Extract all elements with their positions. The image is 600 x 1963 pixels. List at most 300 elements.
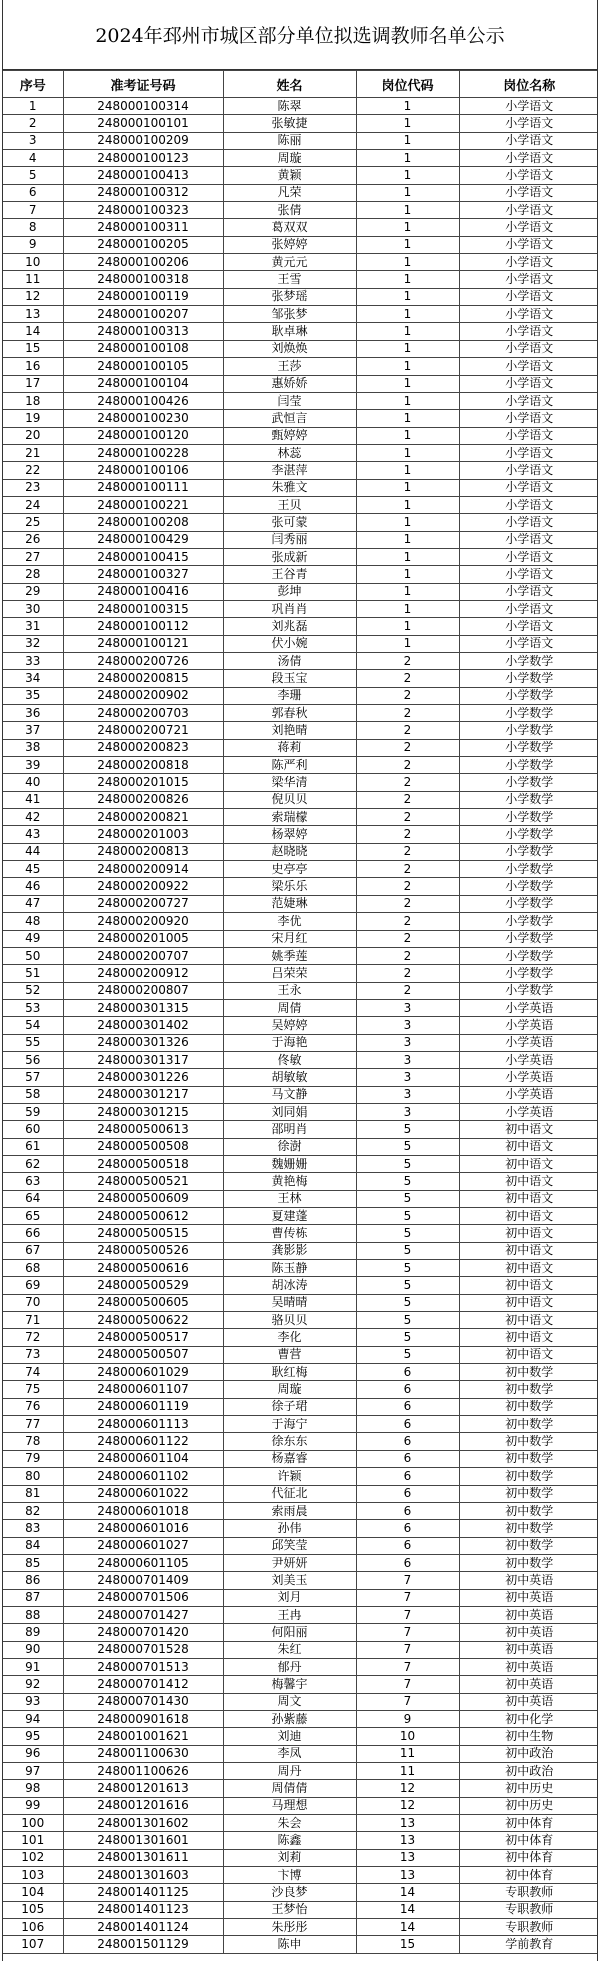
- table-row: [3, 1919, 598, 1936]
- post-name-cell: 专职教师: [459, 1919, 598, 1936]
- serial-cell: 2: [3, 115, 63, 132]
- name-cell: 夏建蓬: [223, 1208, 356, 1225]
- exam-number-cell: 248000701412: [63, 1676, 223, 1693]
- post-name-cell: 初中生物: [459, 1728, 598, 1745]
- post-code-cell: 6: [356, 1520, 459, 1537]
- post-code-cell: 1: [356, 132, 459, 149]
- exam-number-cell: 248000301226: [63, 1069, 223, 1086]
- serial-cell: 87: [3, 1589, 63, 1606]
- serial-cell: 74: [3, 1364, 63, 1381]
- post-code-cell: 3: [356, 1034, 459, 1051]
- serial-cell: 53: [3, 999, 63, 1016]
- serial-cell: 17: [3, 375, 63, 392]
- table-row: [3, 1121, 598, 1138]
- serial-cell: 3: [3, 132, 63, 149]
- exam-number-cell: 248000500609: [63, 1190, 223, 1207]
- table-row: [3, 1849, 598, 1866]
- exam-number-cell: 248000701420: [63, 1624, 223, 1641]
- post-name-cell: 小学数学: [459, 965, 598, 982]
- document-title: 2024年邳州市城区部分单位拟选调教师名单公示: [3, 0, 597, 70]
- name-cell: 张成新: [223, 548, 356, 565]
- name-cell: 刘焕焕: [223, 340, 356, 357]
- exam-number-cell: 248000601102: [63, 1468, 223, 1485]
- post-name-cell: 初中英语: [459, 1624, 598, 1641]
- table-row: [3, 826, 598, 843]
- serial-cell: 29: [3, 583, 63, 600]
- post-name-cell: 小学语文: [459, 583, 598, 600]
- header-name: 姓名: [223, 71, 356, 98]
- post-code-cell: 14: [356, 1901, 459, 1918]
- table-row: [3, 1450, 598, 1467]
- exam-number-cell: 248001501129: [63, 1936, 223, 1953]
- post-code-cell: 13: [356, 1832, 459, 1849]
- exam-number-cell: 248000500529: [63, 1277, 223, 1294]
- exam-number-cell: 248000701409: [63, 1572, 223, 1589]
- name-cell: 索瑞檬: [223, 809, 356, 826]
- post-code-cell: 1: [356, 548, 459, 565]
- exam-number-cell: 248000500526: [63, 1242, 223, 1259]
- post-code-cell: 5: [356, 1138, 459, 1155]
- post-code-cell: 6: [356, 1364, 459, 1381]
- serial-cell: 19: [3, 410, 63, 427]
- post-name-cell: 初中体育: [459, 1849, 598, 1866]
- table-row: [3, 167, 598, 184]
- serial-cell: 55: [3, 1034, 63, 1051]
- post-code-cell: 7: [356, 1624, 459, 1641]
- exam-number-cell: 248000601016: [63, 1520, 223, 1537]
- exam-number-cell: 248000500616: [63, 1260, 223, 1277]
- table-row: [3, 566, 598, 583]
- post-name-cell: 小学语文: [459, 202, 598, 219]
- serial-cell: 52: [3, 982, 63, 999]
- name-cell: 沙良梦: [223, 1884, 356, 1901]
- exam-number-cell: 248000500507: [63, 1346, 223, 1363]
- name-cell: 耿卓琳: [223, 323, 356, 340]
- post-code-cell: 2: [356, 982, 459, 999]
- post-name-cell: 初中政治: [459, 1745, 598, 1762]
- exam-number-cell: 248000100318: [63, 271, 223, 288]
- exam-number-cell: 248000200813: [63, 843, 223, 860]
- post-name-cell: 初中数学: [459, 1537, 598, 1554]
- post-name-cell: 小学数学: [459, 947, 598, 964]
- post-code-cell: 1: [356, 566, 459, 583]
- serial-cell: 30: [3, 600, 63, 617]
- post-code-cell: 3: [356, 1051, 459, 1068]
- serial-cell: 98: [3, 1780, 63, 1797]
- name-cell: 陈鑫: [223, 1832, 356, 1849]
- serial-cell: 22: [3, 462, 63, 479]
- name-cell: 邹张梦: [223, 306, 356, 323]
- serial-cell: 86: [3, 1572, 63, 1589]
- exam-number-cell: 248000100106: [63, 462, 223, 479]
- roster-body: [3, 98, 598, 1954]
- post-name-cell: 小学语文: [459, 479, 598, 496]
- table-row: [3, 548, 598, 565]
- table-row: [3, 271, 598, 288]
- name-cell: 马理想: [223, 1797, 356, 1814]
- serial-cell: 67: [3, 1242, 63, 1259]
- post-code-cell: 5: [356, 1346, 459, 1363]
- serial-cell: 23: [3, 479, 63, 496]
- serial-cell: 42: [3, 809, 63, 826]
- post-name-cell: 学前教育: [459, 1936, 598, 1953]
- post-name-cell: 小学语文: [459, 150, 598, 167]
- post-code-cell: 1: [356, 600, 459, 617]
- serial-cell: 107: [3, 1936, 63, 1953]
- name-cell: 周丹: [223, 1763, 356, 1780]
- post-code-cell: 6: [356, 1450, 459, 1467]
- post-name-cell: 小学语文: [459, 323, 598, 340]
- name-cell: 朱彤彤: [223, 1919, 356, 1936]
- post-name-cell: 小学数学: [459, 791, 598, 808]
- name-cell: 刘美玉: [223, 1572, 356, 1589]
- post-code-cell: 1: [356, 479, 459, 496]
- name-cell: 李凤: [223, 1745, 356, 1762]
- exam-number-cell: 248000601027: [63, 1537, 223, 1554]
- table-row: [3, 236, 598, 253]
- post-name-cell: 小学数学: [459, 670, 598, 687]
- post-code-cell: 2: [356, 739, 459, 756]
- table-row: [3, 1606, 598, 1623]
- post-code-cell: 1: [356, 496, 459, 513]
- exam-number-cell: 248000701430: [63, 1693, 223, 1710]
- post-code-cell: 1: [356, 462, 459, 479]
- serial-cell: 39: [3, 757, 63, 774]
- name-cell: 刘艳晴: [223, 722, 356, 739]
- post-code-cell: 6: [356, 1537, 459, 1554]
- name-cell: 徐澍: [223, 1138, 356, 1155]
- post-name-cell: 小学数学: [459, 861, 598, 878]
- name-cell: 陈丽: [223, 132, 356, 149]
- post-name-cell: 初中语文: [459, 1225, 598, 1242]
- exam-number-cell: 248001301601: [63, 1832, 223, 1849]
- post-name-cell: 小学语文: [459, 219, 598, 236]
- post-name-cell: 小学英语: [459, 1086, 598, 1103]
- serial-cell: 91: [3, 1658, 63, 1675]
- serial-cell: 11: [3, 271, 63, 288]
- serial-cell: 79: [3, 1450, 63, 1467]
- exam-number-cell: 248000100221: [63, 496, 223, 513]
- table-row: [3, 1780, 598, 1797]
- serial-cell: 49: [3, 930, 63, 947]
- serial-cell: 32: [3, 635, 63, 652]
- serial-cell: 51: [3, 965, 63, 982]
- name-cell: 闫莹: [223, 392, 356, 409]
- name-cell: 杨嘉睿: [223, 1450, 356, 1467]
- post-code-cell: 2: [356, 947, 459, 964]
- name-cell: 宋月红: [223, 930, 356, 947]
- post-code-cell: 2: [356, 843, 459, 860]
- exam-number-cell: 248000100206: [63, 254, 223, 271]
- name-cell: 吕荣荣: [223, 965, 356, 982]
- post-code-cell: 13: [356, 1849, 459, 1866]
- table-row: [3, 583, 598, 600]
- name-cell: 刘同娟: [223, 1103, 356, 1120]
- serial-cell: 48: [3, 913, 63, 930]
- serial-cell: 37: [3, 722, 63, 739]
- post-name-cell: 初中数学: [459, 1450, 598, 1467]
- serial-cell: 100: [3, 1815, 63, 1832]
- serial-cell: 66: [3, 1225, 63, 1242]
- exam-number-cell: 248000500612: [63, 1208, 223, 1225]
- name-cell: 龚影影: [223, 1242, 356, 1259]
- serial-cell: 104: [3, 1884, 63, 1901]
- post-code-cell: 2: [356, 774, 459, 791]
- name-cell: 徐子珺: [223, 1398, 356, 1415]
- post-name-cell: 初中数学: [459, 1381, 598, 1398]
- exam-number-cell: 248000301315: [63, 999, 223, 1016]
- name-cell: 王永: [223, 982, 356, 999]
- post-code-cell: 13: [356, 1867, 459, 1884]
- exam-number-cell: 248000601113: [63, 1416, 223, 1433]
- post-name-cell: 小学数学: [459, 895, 598, 912]
- serial-cell: 85: [3, 1554, 63, 1571]
- name-cell: 刘莉: [223, 1849, 356, 1866]
- post-name-cell: 小学语文: [459, 236, 598, 253]
- table-row: [3, 930, 598, 947]
- table-row: [3, 1832, 598, 1849]
- name-cell: 黄元元: [223, 254, 356, 271]
- exam-number-cell: 248000100119: [63, 288, 223, 305]
- post-name-cell: 初中体育: [459, 1815, 598, 1832]
- header-serial: 序号: [3, 71, 63, 98]
- post-name-cell: 初中英语: [459, 1572, 598, 1589]
- serial-cell: 36: [3, 705, 63, 722]
- post-code-cell: 6: [356, 1502, 459, 1519]
- post-name-cell: 初中数学: [459, 1433, 598, 1450]
- serial-cell: 83: [3, 1520, 63, 1537]
- exam-number-cell: 248000500517: [63, 1329, 223, 1346]
- serial-cell: 31: [3, 618, 63, 635]
- serial-cell: 62: [3, 1155, 63, 1172]
- table-row: [3, 1017, 598, 1034]
- exam-number-cell: 248000200703: [63, 705, 223, 722]
- post-code-cell: 12: [356, 1797, 459, 1814]
- post-code-cell: 1: [356, 618, 459, 635]
- serial-cell: 78: [3, 1433, 63, 1450]
- serial-cell: 61: [3, 1138, 63, 1155]
- post-code-cell: 9: [356, 1710, 459, 1727]
- table-row: [3, 618, 598, 635]
- post-code-cell: 1: [356, 375, 459, 392]
- post-name-cell: 初中语文: [459, 1312, 598, 1329]
- post-name-cell: 初中语文: [459, 1329, 598, 1346]
- table-row: [3, 1485, 598, 1502]
- table-row: [3, 774, 598, 791]
- post-code-cell: 7: [356, 1572, 459, 1589]
- table-row: [3, 982, 598, 999]
- post-name-cell: 小学英语: [459, 1069, 598, 1086]
- serial-cell: 106: [3, 1919, 63, 1936]
- post-name-cell: 初中语文: [459, 1138, 598, 1155]
- exam-number-cell: 248000200727: [63, 895, 223, 912]
- serial-cell: 70: [3, 1294, 63, 1311]
- exam-number-cell: 248000100108: [63, 340, 223, 357]
- post-name-cell: 小学语文: [459, 340, 598, 357]
- post-code-cell: 2: [356, 913, 459, 930]
- table-row: [3, 531, 598, 548]
- table-row: [3, 1554, 598, 1571]
- table-row: [3, 1069, 598, 1086]
- post-code-cell: 14: [356, 1919, 459, 1936]
- post-name-cell: 小学语文: [459, 184, 598, 201]
- post-code-cell: 1: [356, 115, 459, 132]
- table-row: [3, 1260, 598, 1277]
- post-name-cell: 小学语文: [459, 375, 598, 392]
- table-row: [3, 843, 598, 860]
- exam-number-cell: 248000701513: [63, 1658, 223, 1675]
- exam-number-cell: 248000500613: [63, 1121, 223, 1138]
- name-cell: 陈玉静: [223, 1260, 356, 1277]
- table-row: [3, 1433, 598, 1450]
- exam-number-cell: 248001401124: [63, 1919, 223, 1936]
- post-name-cell: 小学英语: [459, 1051, 598, 1068]
- post-name-cell: 小学语文: [459, 514, 598, 531]
- exam-number-cell: 248001301603: [63, 1867, 223, 1884]
- post-code-cell: 7: [356, 1641, 459, 1658]
- serial-cell: 69: [3, 1277, 63, 1294]
- name-cell: 陈翠: [223, 98, 356, 115]
- post-name-cell: 初中语文: [459, 1242, 598, 1259]
- name-cell: 王谷青: [223, 566, 356, 583]
- post-name-cell: 初中语文: [459, 1277, 598, 1294]
- serial-cell: 54: [3, 1017, 63, 1034]
- post-code-cell: 3: [356, 1017, 459, 1034]
- serial-cell: 7: [3, 202, 63, 219]
- serial-cell: 92: [3, 1676, 63, 1693]
- post-name-cell: 小学数学: [459, 809, 598, 826]
- table-row: [3, 1155, 598, 1172]
- table-row: [3, 514, 598, 531]
- table-row: [3, 1225, 598, 1242]
- table-row: [3, 202, 598, 219]
- exam-number-cell: 248000100426: [63, 392, 223, 409]
- table-row: [3, 1346, 598, 1363]
- post-code-cell: 1: [356, 167, 459, 184]
- post-name-cell: 初中数学: [459, 1416, 598, 1433]
- exam-number-cell: 248000200912: [63, 965, 223, 982]
- serial-cell: 64: [3, 1190, 63, 1207]
- serial-cell: 24: [3, 496, 63, 513]
- post-code-cell: 1: [356, 358, 459, 375]
- exam-number-cell: 248000601018: [63, 1502, 223, 1519]
- post-code-cell: 1: [356, 271, 459, 288]
- name-cell: 赵晓晓: [223, 843, 356, 860]
- serial-cell: 41: [3, 791, 63, 808]
- table-row: [3, 722, 598, 739]
- serial-cell: 81: [3, 1485, 63, 1502]
- post-name-cell: 小学数学: [459, 705, 598, 722]
- post-code-cell: 1: [356, 98, 459, 115]
- post-code-cell: 3: [356, 1103, 459, 1120]
- post-name-cell: 初中英语: [459, 1589, 598, 1606]
- name-cell: 魏姗姗: [223, 1155, 356, 1172]
- post-name-cell: 专职教师: [459, 1901, 598, 1918]
- post-code-cell: 1: [356, 236, 459, 253]
- post-name-cell: 初中历史: [459, 1780, 598, 1797]
- serial-cell: 27: [3, 548, 63, 565]
- exam-number-cell: 248000601119: [63, 1398, 223, 1415]
- post-name-cell: 小学数学: [459, 739, 598, 756]
- exam-number-cell: 248000200826: [63, 791, 223, 808]
- exam-number-cell: 248000200807: [63, 982, 223, 999]
- table-row: [3, 1676, 598, 1693]
- exam-number-cell: 248000601029: [63, 1364, 223, 1381]
- serial-cell: 33: [3, 653, 63, 670]
- name-cell: 张可蒙: [223, 514, 356, 531]
- post-code-cell: 6: [356, 1554, 459, 1571]
- table-row: [3, 1641, 598, 1658]
- post-name-cell: 初中语文: [459, 1155, 598, 1172]
- exam-number-cell: 248000100429: [63, 531, 223, 548]
- table-row: [3, 913, 598, 930]
- table-row: [3, 1745, 598, 1762]
- exam-number-cell: 248000200726: [63, 653, 223, 670]
- serial-cell: 90: [3, 1641, 63, 1658]
- exam-number-cell: 248000100413: [63, 167, 223, 184]
- table-row: [3, 1867, 598, 1884]
- table-row: [3, 219, 598, 236]
- serial-cell: 77: [3, 1416, 63, 1433]
- name-cell: 张敏捷: [223, 115, 356, 132]
- post-name-cell: 初中语文: [459, 1121, 598, 1138]
- name-cell: 孙紫藤: [223, 1710, 356, 1727]
- post-code-cell: 5: [356, 1329, 459, 1346]
- table-row: [3, 1173, 598, 1190]
- post-name-cell: 初中语文: [459, 1294, 598, 1311]
- name-cell: 吴婷婷: [223, 1017, 356, 1034]
- serial-cell: 101: [3, 1832, 63, 1849]
- exam-number-cell: 248000100111: [63, 479, 223, 496]
- table-row: [3, 323, 598, 340]
- post-code-cell: 2: [356, 791, 459, 808]
- serial-cell: 73: [3, 1346, 63, 1363]
- header-exam-number: 准考证号码: [63, 71, 223, 98]
- table-row: [3, 1884, 598, 1901]
- exam-number-cell: 248000301402: [63, 1017, 223, 1034]
- exam-number-cell: 248000100416: [63, 583, 223, 600]
- name-cell: 林蕊: [223, 444, 356, 461]
- table-row: [3, 1572, 598, 1589]
- exam-number-cell: 248000901618: [63, 1710, 223, 1727]
- table-row: [3, 444, 598, 461]
- post-name-cell: 小学数学: [459, 930, 598, 947]
- exam-number-cell: 248001301611: [63, 1849, 223, 1866]
- post-code-cell: 1: [356, 444, 459, 461]
- serial-cell: 97: [3, 1763, 63, 1780]
- table-row: [3, 705, 598, 722]
- post-code-cell: 2: [356, 705, 459, 722]
- post-code-cell: 2: [356, 930, 459, 947]
- name-cell: 李湛萍: [223, 462, 356, 479]
- post-name-cell: 初中数学: [459, 1502, 598, 1519]
- name-cell: 孙伟: [223, 1520, 356, 1537]
- exam-number-cell: 248000100120: [63, 427, 223, 444]
- post-name-cell: 小学语文: [459, 531, 598, 548]
- name-cell: 巩肖肖: [223, 600, 356, 617]
- table-row: [3, 1294, 598, 1311]
- exam-number-cell: 248000200818: [63, 757, 223, 774]
- name-cell: 卞博: [223, 1867, 356, 1884]
- post-code-cell: 1: [356, 150, 459, 167]
- name-cell: 葛双双: [223, 219, 356, 236]
- table-row: [3, 288, 598, 305]
- exam-number-cell: 248000100323: [63, 202, 223, 219]
- exam-number-cell: 248000200707: [63, 947, 223, 964]
- exam-number-cell: 248000200815: [63, 670, 223, 687]
- post-name-cell: 小学语文: [459, 462, 598, 479]
- table-row: [3, 1051, 598, 1068]
